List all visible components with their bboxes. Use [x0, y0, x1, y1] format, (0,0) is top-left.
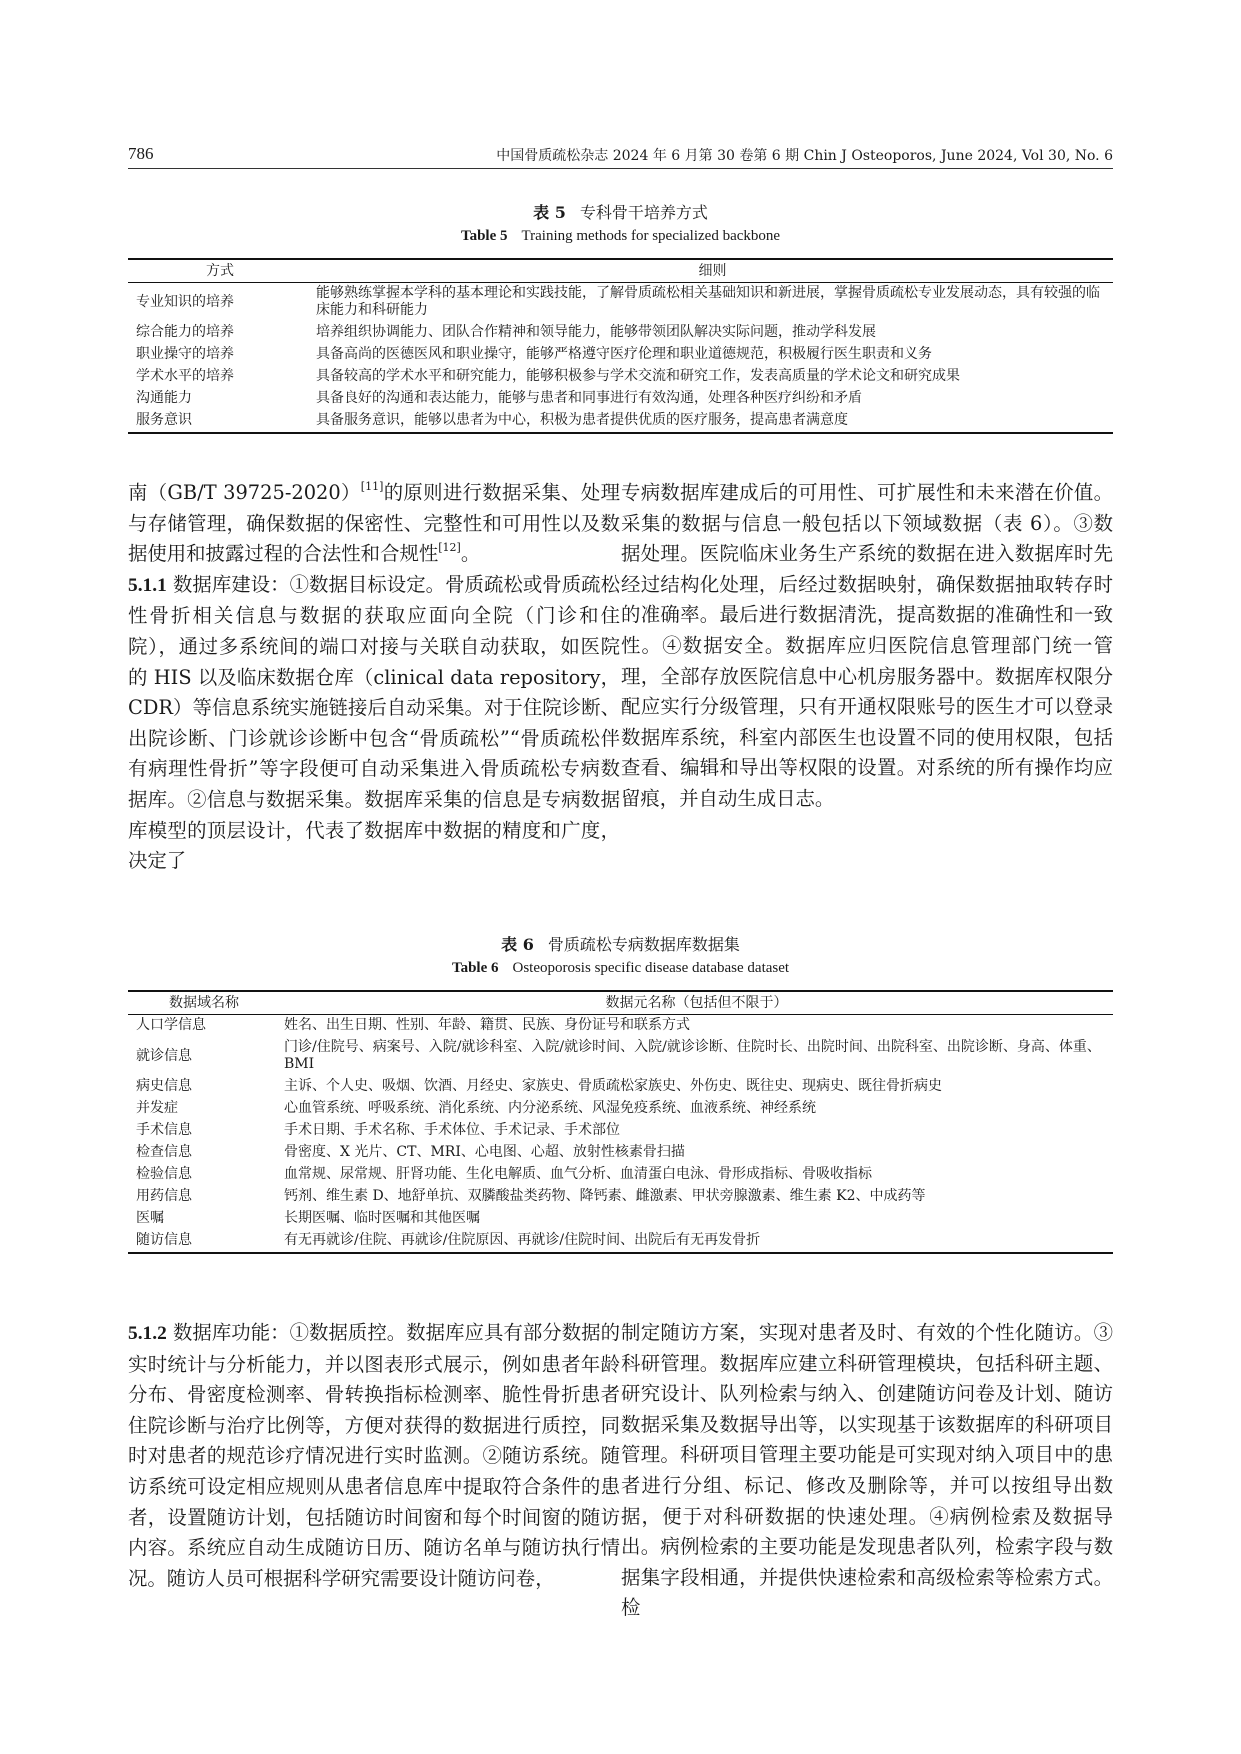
- table-row: [128, 1098, 1113, 1120]
- table-header-cell: 数据元名称（包括但不限于）: [280, 991, 1113, 1015]
- text-run: 数据库功能：①数据质控。数据库应具有部分数据的实时统计与分析能力，并以图表形式展示，例如患者年龄分布、骨密度检测率、骨转换指标检测率、脆性骨折患者住院诊断与治疗比例等，方便对获得的数据进行质控，同时对患者的规范诊疗情况进行实时监测。②随访系统。随访系统可设定相应规则从患者信息库中提取符合条件的患者，设置随访计划，包括随访时间窗和每个时间窗的随访内容。系统应自动生成随访日历、随访名单与随访执行情况。随访人员可根据科学研究需要设计随访问卷，: [128, 1321, 620, 1590]
- table5-label-zh: 表 5: [533, 203, 566, 222]
- table-cell: 具备高尚的医德医风和职业操守，能够严格遵守医疗伦理和职业道德规范，积极履行医生职责和义务: [316, 346, 932, 362]
- text-run: 。: [460, 542, 481, 566]
- table6-label-zh: 表 6: [501, 935, 534, 954]
- table-row: [128, 1230, 1113, 1253]
- table-row: [128, 1076, 1113, 1098]
- text-run: 南（GB/T 39725-2020）: [128, 481, 361, 504]
- table6-caption-zh: [128, 932, 1113, 955]
- table-cell: 主诉、个人史、吸烟、饮酒、月经史、家族史、骨质疏松家族史、外伤史、既往史、现病史、既往骨折病史: [284, 1078, 942, 1094]
- table-cell: 血常规、尿常规、肝肾功能、生化电解质、血气分析、血清蛋白电泳、骨形成指标、骨吸收指标: [284, 1166, 872, 1182]
- table5-caption-zh: [128, 200, 1113, 223]
- text-run: 的原则进行数据采集、处理与存储管理，确保数据的保密性、完整性和可用性以及数据使用和披露过程的合法性和合规性: [128, 481, 620, 566]
- citation-ref: [11]: [360, 480, 384, 493]
- table-cell: 病史信息: [136, 1078, 192, 1094]
- table5-label-en: Table 5: [460, 228, 508, 244]
- table-cell: 沟通能力: [136, 390, 192, 406]
- table-cell: 骨密度、X 光片、CT、MRI、心电图、心超、放射性核素骨扫描: [284, 1144, 685, 1160]
- table-header-cell: 数据域名称: [128, 991, 280, 1015]
- table6: [128, 990, 1113, 1254]
- journal-citation: 中国骨质疏松杂志 2024 年 6 月第 30 卷第 6 期 Chin J Osteoporos, June 2024, Vol 30, No. 6: [496, 148, 1113, 164]
- table-cell: 医嘱: [136, 1210, 164, 1226]
- paragraph: [128, 478, 620, 570]
- table-cell: 专业知识的培养: [136, 293, 234, 310]
- text-run: 数据库建设：①数据目标设定。骨质疏松或骨质疏松性骨折相关信息与数据的获取应面向全院（门诊和住院），通过多系统间的端口对接与关联自动获取，如医院的 HIS 以及临床数据仓库（clinical data repository，CDR）等信息系统实施链接后自动采集。对于住院诊断、出院诊断、门诊就诊诊断中包含“骨质疏松”“骨质疏松伴有病理性骨折”等字段便可自动采集进入骨质疏松专病数据库。②信息与数据采集。数据库采集的信息是专病数据库模型的顶层设计，代表了数据库中数据的精度和广度，决定了: [128, 572, 620, 873]
- table-cell: 具备较高的学术水平和研究能力，能够积极参与学术交流和研究工作，发表高质量的学术论文和研究成果: [316, 368, 960, 384]
- table-row: [128, 283, 1113, 323]
- paragraph: [128, 1318, 620, 1594]
- table-row: [128, 1037, 1113, 1076]
- body-column-right-2: [621, 1318, 1113, 1624]
- table5: [128, 258, 1113, 434]
- section-number: 5.1.2: [128, 1323, 167, 1344]
- table5-caption-en: [128, 228, 1113, 245]
- table-cell: 并发症: [136, 1100, 178, 1116]
- table-row: [128, 1142, 1113, 1164]
- table-row: [128, 388, 1113, 410]
- table-row: [128, 1015, 1113, 1038]
- body-column-right-1: [621, 478, 1113, 815]
- table-cell: 长期医嘱、临时医嘱和其他医嘱: [284, 1210, 480, 1226]
- table-row: [128, 410, 1113, 433]
- table-cell: 能够熟练掌握本学科的基本理论和实践技能，了解骨质疏松相关基础知识和新进展，掌握骨质疏松专业发展动态，具有较强的临床能力和科研能力: [316, 285, 1100, 318]
- table-cell: 培养组织协调能力、团队合作精神和领导能力，能够带领团队解决实际问题，推动学科发展: [316, 324, 876, 340]
- table-cell: 职业操守的培养: [136, 346, 234, 362]
- table-row: [128, 1164, 1113, 1186]
- table-cell: 手术日期、手术名称、手术体位、手术记录、手术部位: [284, 1122, 620, 1138]
- section-number: 5.1.1: [128, 574, 167, 596]
- table-header-row: [128, 259, 1113, 283]
- table-header-row: [128, 991, 1113, 1015]
- table6-label-en: Table 6: [451, 960, 499, 976]
- table-cell: 有无再就诊/住院、再就诊/住院原因、再就诊/住院时间、出院后有无再发骨折: [280, 1230, 1113, 1253]
- table-cell: 钙剂、维生素 D、地舒单抗、双膦酸盐类药物、降钙素、雌激素、甲状旁腺激素、维生素 K2、中成药等: [284, 1188, 926, 1204]
- body-column-left-1: [128, 478, 620, 877]
- table-row: [128, 1208, 1113, 1230]
- table-row: [128, 344, 1113, 366]
- table-row: [128, 1186, 1113, 1208]
- table-cell: 人口学信息: [136, 1017, 206, 1033]
- paragraph: 制定随访方案，实现对患者及时、有效的个性化随访。③科研管理。数据库应建立科研管理模块，包括科研主题、研究设计、队列检索与纳入、创建随访问卷及计划、随访数据采集及数据导出等，以实现基于该数据库的科研项目管理。科研项目管理主要功能是可实现对纳入项目中的患者进行分组、标记、修改及删除等，并可以按组导出数据，便于对科研数据的快速处理。④病例检索及数据导出。病例检索的主要功能是发现患者队列，检索字段与数据集字段相通，并提供快速检索和高级检索等检索方式。检: [621, 1321, 1113, 1620]
- body-column-left-2: [128, 1318, 620, 1594]
- table-cell: 综合能力的培养: [136, 324, 234, 340]
- table-cell: 具备良好的沟通和表达能力，能够与患者和同事进行有效沟通，处理各种医疗纠纷和矛盾: [316, 390, 862, 406]
- table-row: [128, 322, 1113, 344]
- table-cell: 就诊信息: [136, 1047, 192, 1064]
- table-row: [128, 366, 1113, 388]
- table5-title-zh: 专科骨干培养方式: [579, 203, 708, 222]
- paragraph: 专病数据库建成后的可用性、可扩展性和未来潜在价值。采集的数据与信息一般包括以下领域数据（表 6）。③数据处理。医院临床业务生产系统的数据在进入数据库时先经过结构化处理，后经过数据映射，确保数据抽取转存时的准确率。最后进行数据清洗，提高数据的准确性和一致性。④数据安全。数据库应归医院信息管理部门统一管理，全部存放医院信息中心机房服务器中。数据库权限分配应实行分级管理，只有开通权限账号的医生才可以登录数据库系统，科室内部医生也设置不同的使用权限，包括查看、编辑和导出等权限的设置。对系统的所有操作均应留痕，并自动生成日志。: [621, 481, 1113, 810]
- table-cell: 检查信息: [136, 1144, 192, 1160]
- table-row: [128, 1120, 1113, 1142]
- table-cell: 服务意识: [128, 410, 312, 433]
- table-cell: 检验信息: [136, 1166, 192, 1182]
- table-cell: 具备服务意识，能够以患者为中心，积极为患者提供优质的医疗服务，提高患者满意度: [312, 410, 1113, 433]
- table-cell: 学术水平的培养: [136, 368, 234, 384]
- table-cell: 心血管系统、呼吸系统、消化系统、内分泌系统、风湿免疫系统、血液系统、神经系统: [284, 1100, 816, 1116]
- table-cell: 门诊/住院号、病案号、入院/就诊科室、入院/就诊时间、入院/就诊诊断、住院时长、出院时间、出院科室、出院诊断、身高、体重、BMI: [284, 1039, 1101, 1072]
- table-header-cell: 细则: [312, 259, 1113, 283]
- table-cell: 姓名、出生日期、性别、年龄、籍贯、民族、身份证号和联系方式: [284, 1017, 690, 1033]
- table6-title-en: Osteoporosis specific disease database dataset: [512, 960, 790, 976]
- citation-ref: [12]: [438, 541, 461, 555]
- paragraph: [128, 570, 620, 877]
- table-cell: 手术信息: [136, 1122, 192, 1138]
- running-header: [128, 144, 1113, 169]
- table-header-cell: 方式: [128, 259, 312, 283]
- table-cell: 随访信息: [128, 1230, 280, 1253]
- page-number: 786: [128, 144, 154, 163]
- table6-title-zh: 骨质疏松专病数据库数据集: [547, 935, 740, 954]
- table5-title-en: Training methods for specialized backbone: [521, 228, 781, 244]
- table6-caption-en: [128, 960, 1113, 977]
- table-cell: 用药信息: [136, 1188, 192, 1204]
